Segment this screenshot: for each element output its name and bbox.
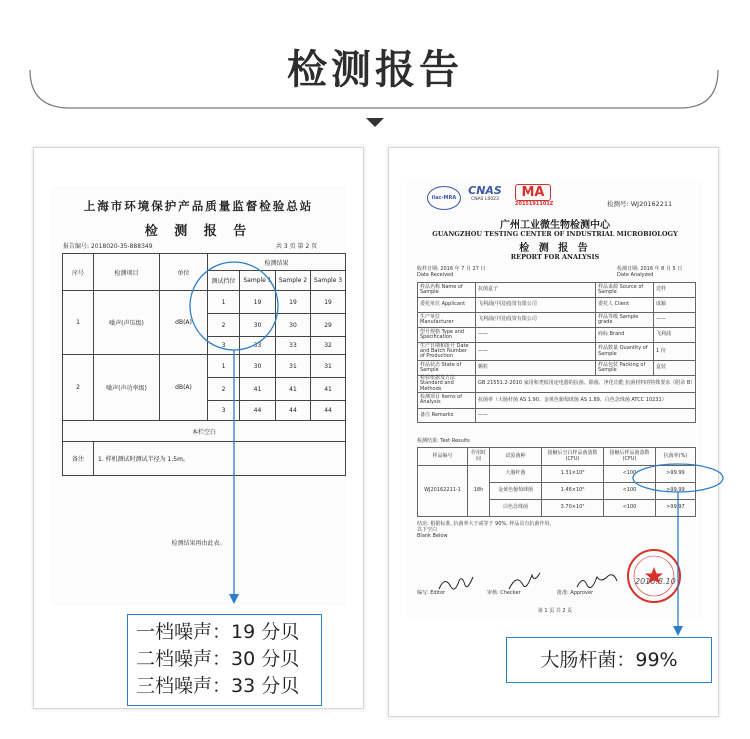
blank-row: 本栏空白 bbox=[63, 421, 346, 442]
left-report-number: 报告编号: 2018020-35-888349 bbox=[63, 243, 153, 250]
ma-logo: MA 2015191101Z bbox=[515, 185, 554, 207]
group-item: 噪声(声压级) bbox=[94, 291, 160, 355]
right-report-sheet bbox=[407, 179, 703, 619]
table-cell: 44 bbox=[311, 401, 346, 421]
table-cell: 2 bbox=[208, 314, 240, 337]
right-report-subtitle-en: REPORT FOR ANALYSIS bbox=[510, 253, 600, 261]
group-unit: dB(A) bbox=[160, 291, 208, 355]
results-label: 检测结果: Test Results bbox=[417, 438, 470, 444]
table-cell: 29 bbox=[311, 314, 346, 337]
table-cell: 31 bbox=[311, 355, 346, 378]
table-cell: 19 bbox=[240, 291, 276, 314]
right-report-title: 广州工业微生物检测中心 bbox=[500, 220, 610, 231]
group-item: 噪声(声功率级) bbox=[94, 355, 160, 421]
header-unit: 单位 bbox=[160, 254, 208, 291]
left-report-heading: 上海市环境保护产品质量监督检验总站 bbox=[83, 199, 314, 213]
right-result-box bbox=[506, 637, 712, 683]
left-report-sheet bbox=[51, 186, 346, 606]
date-received: 收样日期: 2016 年 7 月 27 日 Date Received bbox=[417, 266, 486, 278]
red-seal-stamp bbox=[625, 547, 683, 605]
header-gear: 测试挡位 bbox=[208, 271, 240, 291]
right-report-number: 检测号: WJ20162211 bbox=[607, 200, 673, 208]
ilac-logo: ilac-MRA bbox=[427, 186, 461, 210]
left-report-table bbox=[62, 253, 346, 476]
cnas-logo: CNAS CNAS L0023 bbox=[468, 184, 502, 202]
conclusion: 结论: 根据标准, 抗菌率大于或等于 90%, 样品具有抗菌作用。 bbox=[417, 521, 555, 527]
sign-date: 2016.8.10 bbox=[635, 577, 676, 586]
sign-editor: 编写: Editor bbox=[417, 590, 446, 596]
header-sample-3: Sample 3 bbox=[311, 271, 346, 291]
sign-approver: 批准: Approver bbox=[557, 590, 594, 596]
left-result-box bbox=[127, 614, 322, 706]
header-sample-1: Sample 1 bbox=[240, 271, 276, 291]
header-seq: 序号 bbox=[63, 254, 94, 291]
right-results-table: 样品编号 作用时间 试验菌种 接触后空白样品菌落数(CFU) 接触后样品菌落数(CFU) 抗菌率(%) WJ20162211-1 18h 大肠杆菌 1.31×10⁶ <100 >99.99 金黄色葡萄球菌 1.46×10⁶ <100 >99.99 白色念珠菌 3.70×10⁵ <100 >99.97 bbox=[417, 447, 696, 517]
table-cell: 3 bbox=[208, 401, 240, 421]
table-cell: 44 bbox=[276, 401, 311, 421]
right-info-table: 样品名称 Name of Sample 抗菌盒子 样品来源 Source of Sample 送样 委托单位 Applicant 飞利浦(中国)投资有限公司 委托人 Client 成颖 生产单位 Manufacturer 飞利浦(中国)投资有限公司 样品等级 Sample grade —— 型号规格 Type and Specification —— 商标 Brand 飞利浦 生产日期和批号 Date and Batch Number of Production —— 样品数量 Quantity of Sample 1 份 样品状态 State of Sample 颗粒 样品包装 Packing of Sample 盒装 检验依据及方法 Standard and Methods GB 21551.2-2010 家用和类似用途电器的抗菌、除菌、净化功能 抗菌材料的特殊要求（附录 B） 检测项目 Items of Analysis 抗菌率（大肠杆菌 AS 1.90、金黄色葡萄球菌 AS 1.89、白色念珠菌 ATCC 10231） 备注 Remarks —— bbox=[417, 282, 696, 423]
table-cell: 1 bbox=[208, 291, 240, 314]
table-cell: 41 bbox=[311, 378, 346, 401]
right-report-panel bbox=[388, 147, 719, 717]
date-analyzed: 检测日期: 2016 年 8 月 5 日 Date Analyzed bbox=[617, 266, 683, 278]
table-cell: 32 bbox=[311, 337, 346, 355]
right-report-title-en: GUANGZHOU TESTING CENTER OF INDUSTRIAL MICROBIOLOGY bbox=[432, 230, 678, 238]
sign-checker: 审核: Checker bbox=[487, 590, 521, 596]
table-cell: 33 bbox=[276, 337, 311, 355]
handwritten-signatures bbox=[437, 571, 637, 595]
table-cell: 30 bbox=[240, 355, 276, 378]
table-cell: 41 bbox=[240, 378, 276, 401]
right-page-number: 第 1 页 共 2 页 bbox=[537, 608, 573, 614]
table-cell: 2 bbox=[208, 378, 240, 401]
result-line-gear-3: 三档噪声：33 分贝 bbox=[136, 675, 300, 697]
group-seq: 2 bbox=[63, 355, 94, 421]
table-cell: 19 bbox=[311, 291, 346, 314]
table-cell: 31 bbox=[276, 355, 311, 378]
table-cell: 3 bbox=[208, 337, 240, 355]
left-report-footer: 检测结果再由此表。 bbox=[171, 540, 226, 547]
table-cell: 30 bbox=[240, 314, 276, 337]
remark-label: 备注 bbox=[63, 442, 94, 476]
page-title: 检测报告 bbox=[287, 47, 463, 93]
remark-text: 1. 样机测试时测试半径为 1.5m。 bbox=[94, 442, 346, 476]
result-ecoli: 大肠杆菌：99% bbox=[540, 649, 678, 671]
table-cell: 33 bbox=[240, 337, 276, 355]
group-seq: 1 bbox=[63, 291, 94, 355]
header-sample-2: Sample 2 bbox=[276, 271, 311, 291]
blank-below: 以下空白 Blank Below bbox=[417, 527, 448, 539]
result-line-gear-1: 一档噪声：19 分贝 bbox=[136, 621, 300, 643]
table-cell: 1 bbox=[208, 355, 240, 378]
table-cell: 30 bbox=[276, 314, 311, 337]
header-results: 检测结果 bbox=[208, 254, 346, 271]
table-cell: 41 bbox=[276, 378, 311, 401]
table-cell: 44 bbox=[240, 401, 276, 421]
table-cell: 19 bbox=[276, 291, 311, 314]
right-report-subtitle: 检 测 报 告 bbox=[519, 243, 591, 254]
left-report-page-number: 共 3 页 第 2 页 bbox=[276, 243, 318, 250]
header-item: 检测项目 bbox=[94, 254, 160, 291]
result-line-gear-2: 二档噪声：30 分贝 bbox=[136, 648, 300, 670]
left-report-subheading: 检 测 报 告 bbox=[144, 224, 253, 239]
group-unit: dB(A) bbox=[160, 355, 208, 421]
